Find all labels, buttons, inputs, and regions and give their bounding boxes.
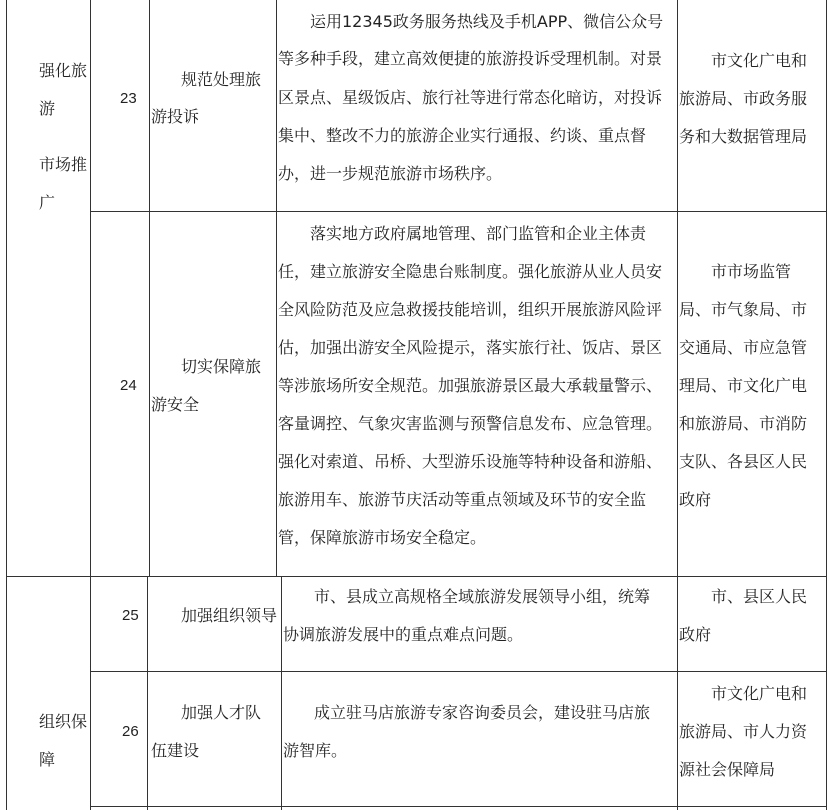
row-number: 26 <box>122 723 139 740</box>
col-divider-task <box>276 0 277 576</box>
task-title-line: 加强组织领导 <box>181 606 278 625</box>
content-line: 协调旅游发展中的重点难点问题。 <box>283 625 524 644</box>
department-line: 市、县区人民 <box>711 587 808 606</box>
content-line: 强化对索道、吊桥、大型游乐设施等特种设备和游船、 <box>278 452 663 471</box>
content-line: 客量调控、气象灾害监测与预警信息发布、应急管理。 <box>278 414 663 433</box>
department-line: 市文化广电和 <box>711 51 808 70</box>
table-border-right <box>826 0 827 810</box>
content-line: 任，建立旅游安全隐患台账制度。强化旅游从业人员安 <box>278 262 663 281</box>
col-divider-number <box>147 577 148 810</box>
department-line: 市市场监管 <box>711 262 792 281</box>
content-line: 等多种手段，建立高效便捷的旅游投诉受理机制。对景 <box>278 49 663 68</box>
task-title-line: 规范处理旅 <box>181 70 262 89</box>
department-line: 政府 <box>679 490 712 509</box>
department-line: 理局、市文化广电 <box>679 376 808 395</box>
department-line: 支队、各县区人民 <box>679 452 808 471</box>
content-line: 成立驻马店旅游专家咨询委员会，建设驻马店旅 <box>314 703 651 722</box>
row-divider <box>90 211 827 212</box>
row-number: 23 <box>120 90 137 107</box>
category-label-line: 广 <box>39 193 56 212</box>
department-line: 旅游局、市政务服 <box>679 89 808 108</box>
col-divider-task <box>281 577 282 810</box>
table-border-left <box>6 0 7 810</box>
task-title-line: 加强人才队 <box>181 703 262 722</box>
content-line: 区景点、星级饭店、旅行社等进行常态化暗访，对投诉 <box>278 88 663 107</box>
content-line: 估，加强出游安全风险提示，落实旅行社、饭店、景区 <box>278 338 663 357</box>
category-label-line: 市场推 <box>39 155 88 174</box>
content-line: 全风险防范及应急救援技能培训，组织开展旅游风险评 <box>278 300 663 319</box>
col-divider-category <box>90 0 91 576</box>
content-line: 运用12345政务服务热线及手机APP、微信公众号 <box>310 12 664 31</box>
content-line: 集中、整改不力的旅游企业实行通报、约谈、重点督 <box>278 126 647 145</box>
content-line: 市、县成立高规格全域旅游发展领导小组，统筹 <box>314 587 651 606</box>
row-number: 25 <box>122 607 139 624</box>
row-divider <box>90 671 827 672</box>
department-line: 源社会保障局 <box>679 760 776 779</box>
content-line: 落实地方政府属地管理、部门监管和企业主体责 <box>310 224 647 243</box>
department-line: 旅游局、市人力资 <box>679 722 808 741</box>
task-title-line: 伍建设 <box>151 741 200 760</box>
col-divider-content <box>677 0 678 810</box>
content-line: 游智库。 <box>283 741 348 760</box>
department-line: 局、市气象局、市 <box>679 300 808 319</box>
task-title-line: 游安全 <box>151 395 200 414</box>
category-label-line: 组织保 <box>39 712 88 731</box>
row-number: 24 <box>120 377 137 394</box>
department-line: 和旅游局、市消防 <box>679 414 808 433</box>
col-divider-number <box>149 0 150 576</box>
category-label-line: 游 <box>39 99 56 118</box>
row-divider <box>90 806 827 807</box>
task-title-line: 切实保障旅 <box>181 357 262 376</box>
section-divider <box>6 576 827 577</box>
task-title-line: 游投诉 <box>151 107 200 126</box>
content-line: 等涉旅场所安全规范。加强旅游景区最大承载量警示、 <box>278 376 663 395</box>
department-line: 务和大数据管理局 <box>679 127 808 146</box>
category-label-line: 障 <box>39 750 56 769</box>
category-label-line: 强化旅 <box>39 61 88 80</box>
department-line: 交通局、市应急管 <box>679 338 808 357</box>
col-divider-category <box>90 577 91 810</box>
content-line: 办，进一步规范旅游市场秩序。 <box>278 164 503 183</box>
department-line: 政府 <box>679 625 712 644</box>
content-line: 旅游用车、旅游节庆活动等重点领域及环节的安全监 <box>278 490 647 509</box>
content-line: 管，保障旅游市场安全稳定。 <box>278 528 487 547</box>
department-line: 市文化广电和 <box>711 684 808 703</box>
